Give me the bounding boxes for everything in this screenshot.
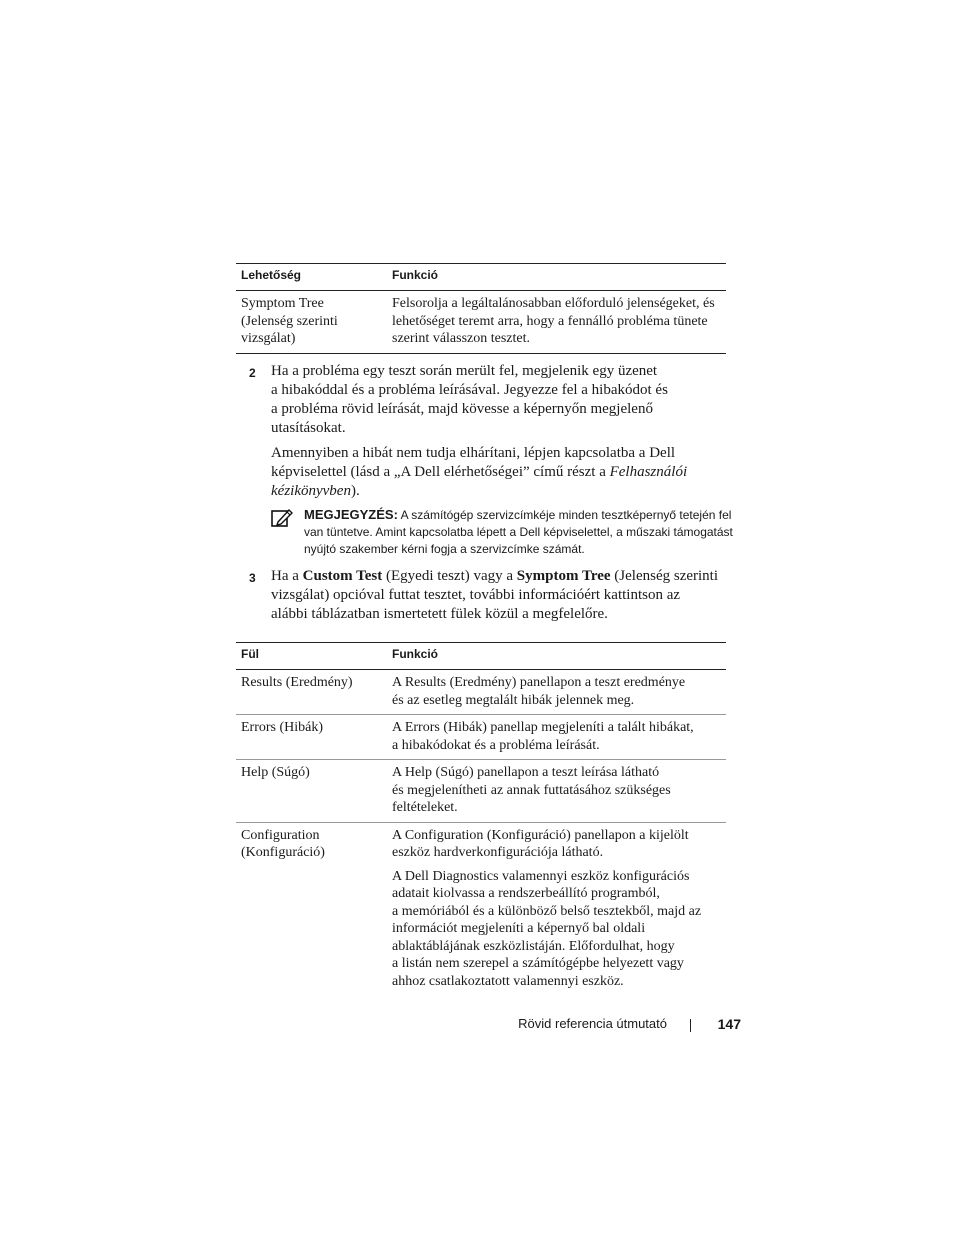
cell-line: a listán nem szerepel a számítógépbe helyezett vagy: [392, 956, 684, 971]
cell-line: A Errors (Hibák) panellap megjeleníti a talált hibákat,: [392, 720, 694, 735]
column-header-function: Funkció: [387, 643, 726, 670]
step-2-contact-paragraph: [271, 444, 711, 501]
manual-title-italic: kézikönyvben: [271, 483, 351, 499]
table-cell-function: [387, 670, 726, 715]
text-run: képviselettel (lásd a „A Dell elérhetőségei” című részt a: [271, 464, 610, 480]
cell-line: (Jelenség szerinti: [241, 313, 338, 329]
cell-line: és az esetleg megtalált hibák jelennek meg.: [392, 692, 635, 708]
footer-title: Rövid referencia útmutató: [518, 1016, 667, 1031]
cell-line: a memóriából és a különböző belső tesztekből, majd az: [392, 903, 702, 919]
cell-line: szerint válasszon tesztet.: [392, 331, 531, 346]
note-label: MEGJEGYZÉS:: [304, 507, 398, 522]
cell-line: információt megjeleníti a képernyő bal oldali: [392, 921, 646, 936]
cell-line: Felsorolja a legáltalánosabban előforduló jelenségeket, és: [392, 296, 715, 311]
cell-line: A Dell Diagnostics valamennyi eszköz konfigurációs: [392, 868, 690, 884]
tabs-table: [236, 642, 726, 995]
cell-line: feltételeket.: [392, 800, 458, 815]
table-cell-function: [387, 715, 726, 760]
cell-line: vizsgálat): [241, 331, 296, 346]
table-cell-tab: [236, 822, 387, 995]
text-run: Ha a: [271, 568, 303, 584]
text-line: van tüntetve. Amint kapcsolatba lépett a Dell képviselettel, a műszaki támogatást: [304, 525, 733, 539]
cell-line: Symptom Tree: [241, 296, 324, 311]
custom-test-bold: Custom Test: [302, 568, 383, 584]
cell-line: (Konfiguráció): [241, 845, 325, 860]
table-row: [236, 715, 726, 760]
manual-title-italic: Felhasználói: [609, 464, 688, 480]
footer-divider: [690, 1019, 691, 1032]
cell-line: a hibakódokat és a probléma leírását.: [392, 737, 600, 753]
note-text: [304, 506, 734, 558]
table-cell-function: [387, 760, 726, 823]
text-run: (Egyedi teszt) vagy a: [382, 568, 517, 584]
table-cell-function: [387, 291, 726, 354]
cell-line: ablaktáblájának eszközlistáján. Előfordulhat, hogy: [392, 938, 675, 954]
column-header-function: Funkció: [387, 264, 726, 291]
column-header-tab: Fül: [236, 643, 387, 670]
text-run: ).: [350, 483, 360, 499]
cell-line: lehetőséget teremt arra, hogy a fennálló probléma tünete: [392, 313, 708, 329]
text-line: a probléma rövid leírását, majd kövesse a képernyőn megjelenő: [271, 401, 653, 417]
page-footer: [500, 1016, 741, 1036]
cell-line: Errors (Hibák): [241, 720, 324, 735]
cell-line: A Results (Eredmény) panellapon a teszt eredménye: [392, 675, 686, 690]
table-row: [236, 760, 726, 823]
symptom-tree-bold: Symptom Tree: [516, 568, 611, 584]
cell-line: eszköz hardverkonfigurációja látható.: [392, 845, 604, 860]
table-cell-tab: [236, 715, 387, 760]
text-line: [271, 567, 731, 586]
step-number: 2: [249, 366, 256, 380]
table-cell-tab: [236, 670, 387, 715]
cell-line: ahhoz csatlakoztatott valamennyi eszköz.: [392, 973, 624, 989]
text-line: nyújtó szakember kérni fogja a szervizcímke számát.: [304, 542, 585, 556]
text-run: (Jelenség szerinti: [610, 568, 719, 584]
text-line: vizsgálat) opcióval futtat tesztet, további információért kattintson az: [271, 587, 681, 603]
step-2-paragraph: [271, 362, 711, 438]
page-number: 147: [717, 1016, 741, 1032]
table-header-row: [236, 264, 726, 291]
options-table: [236, 263, 726, 354]
table-row: [236, 670, 726, 715]
table-header-row: [236, 643, 726, 670]
note-pencil-icon: [271, 508, 293, 528]
table-row: [236, 822, 726, 995]
step-number: 3: [249, 571, 256, 585]
text-line: [304, 506, 734, 524]
cell-line: Results (Eredmény): [241, 675, 353, 690]
cell-line: Configuration: [241, 827, 320, 843]
text-line: Amennyiben a hibát nem tudja elhárítani, lépjen kapcsolatba a Dell: [271, 445, 676, 461]
cell-paragraph: [392, 827, 721, 862]
column-header-option: Lehetőség: [236, 264, 387, 291]
cell-paragraph: [392, 868, 721, 991]
text-line: utasításokat.: [271, 420, 346, 436]
cell-line: adatait kiolvassa a rendszerbeállító programból,: [392, 886, 660, 901]
text-run: A számítógép szervizcímkéje minden tesztképernyő tetején fel: [397, 508, 732, 522]
text-line: [271, 482, 711, 501]
table-cell-function: [387, 822, 726, 995]
cell-line: Help (Súgó): [241, 765, 310, 780]
cell-line: és megjelenítheti az annak futtatásához szükséges: [392, 782, 671, 798]
text-line: [271, 463, 711, 482]
table-cell-tab: [236, 760, 387, 823]
cell-line: A Help (Súgó) panellapon a teszt leírása látható: [392, 765, 660, 780]
text-line: a hibakóddal és a probléma leírásával. Jegyezze fel a hibakódot és: [271, 382, 668, 398]
step-3-paragraph: [271, 567, 731, 624]
table-row: [236, 291, 726, 354]
text-line: alábbi táblázatban ismertetett fülek közül a megfelelőre.: [271, 606, 608, 622]
text-line: Ha a probléma egy teszt során merült fel, megjelenik egy üzenet: [271, 363, 658, 379]
table-cell-option: [236, 291, 387, 354]
cell-line: A Configuration (Konfiguráció) panellapon a kijelölt: [392, 827, 689, 843]
